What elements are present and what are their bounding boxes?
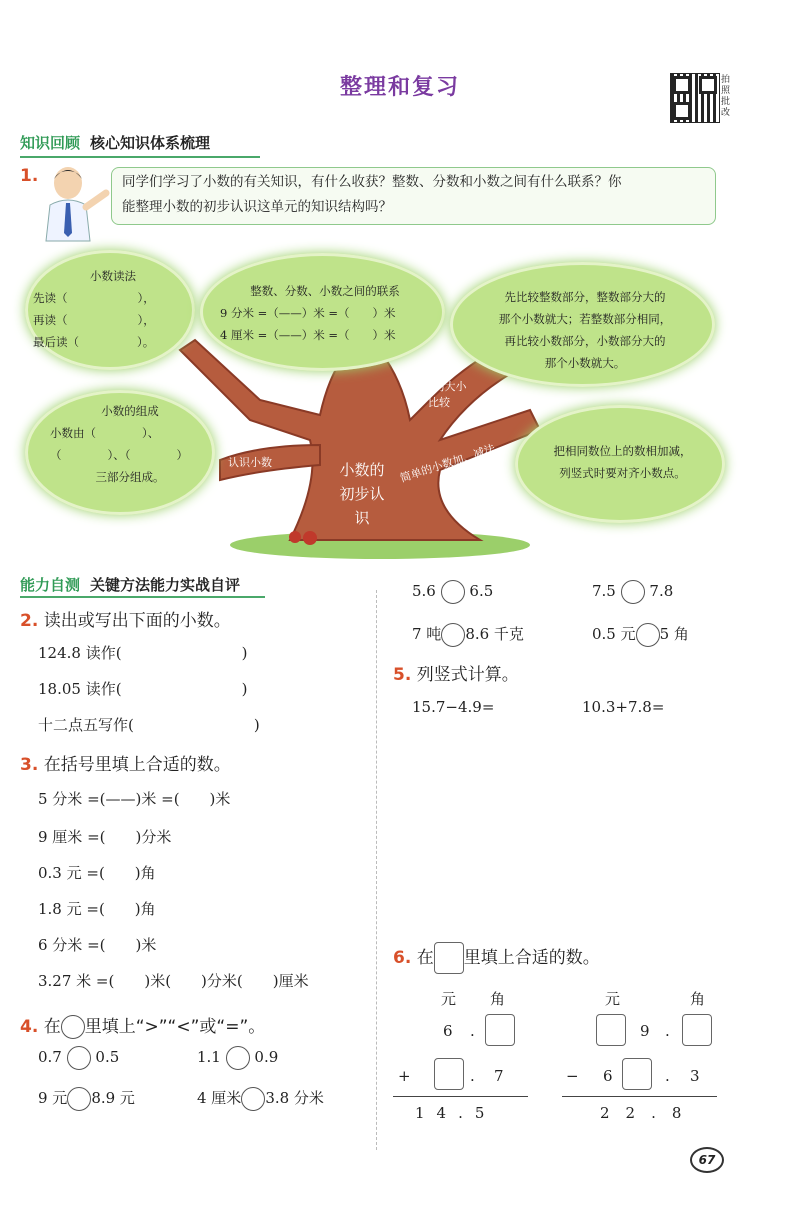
q6-right-result [600, 1104, 710, 1122]
cloud-addsub-text [530, 440, 715, 484]
q4-pair-5 [412, 580, 493, 604]
q2-close-1: ) [241, 644, 248, 662]
q4-right-6: 7.8 [649, 582, 674, 600]
q4-pair-2 [197, 1046, 278, 1070]
q2-item-2-text: 18.05 读作( [38, 680, 122, 698]
q6-left-jiao: 角 [490, 990, 506, 1008]
section-review [20, 132, 210, 153]
q4-answer-7[interactable] [441, 623, 465, 647]
q6-right-op: − [566, 1067, 579, 1085]
q6-left-r3: . [458, 1104, 475, 1122]
q2-item-1-text: 124.8 读作( [38, 644, 122, 662]
q3-item-1: 5 分米 =(——)米 =( )米 [38, 790, 231, 808]
q3-text: 在括号里填上合适的数。 [43, 755, 231, 775]
addsub-l1: 把相同数位上的数相加减， [553, 444, 692, 458]
q4-left-6: 7.5 [592, 582, 616, 600]
q6-right-box-3[interactable] [622, 1058, 652, 1090]
q3-item-6: 3.27 米 =( )米( )分米( )厘米 [38, 972, 309, 990]
q6-left-op: + [398, 1067, 411, 1085]
compare-l2: 那个小数就大；若整数部分相同， [498, 312, 672, 326]
q6-right-dot-2: . [665, 1067, 670, 1085]
q5-number: 5. [393, 665, 412, 685]
q1-bubble [111, 167, 716, 225]
q4-right-7: 8.6 千克 [465, 625, 524, 643]
q3-item-5: 6 分米 =( )米 [38, 936, 157, 954]
q6-left-r2: 4 [436, 1104, 459, 1122]
q6-box-sample [434, 942, 464, 974]
q6-left-result [415, 1104, 515, 1122]
q2-item-1 [38, 642, 247, 663]
q3-prompt [20, 750, 231, 775]
compose-title: 小数的组成 [101, 404, 159, 418]
section-test [20, 574, 240, 595]
q4-left-5: 5.6 [412, 582, 436, 600]
read-l2e: ）， [137, 313, 155, 327]
section-review-sub: 核心知识体系梳理 [90, 134, 211, 152]
q4-text-a: 在 [43, 1017, 61, 1037]
relation-l1: 9 分米 =（——）米 =（ ）米 [220, 306, 396, 320]
q4-answer-3[interactable] [67, 1087, 91, 1111]
q6-right-jiao: 角 [690, 990, 706, 1008]
qr-code[interactable] [670, 73, 720, 123]
q5-prompt [393, 660, 519, 685]
cloud-read-text [33, 265, 193, 353]
q4-number: 4. [20, 1017, 39, 1037]
branch-right-label: 简单的小数加、减法 [398, 441, 497, 485]
q4-right-4: 3.8 分米 [265, 1089, 324, 1107]
q6-left-top: 6 [443, 1022, 453, 1040]
q1-line-2: 能整理小数的初步认识这单元的知识结构吗？ [122, 199, 392, 215]
q4-left-4: 4 厘米 [197, 1089, 242, 1107]
read-l1e: ）， [137, 291, 155, 305]
q6-left-second: 7 [494, 1067, 504, 1085]
q6-left-box-2[interactable] [434, 1058, 464, 1090]
q6-right-dot: . [665, 1022, 670, 1040]
q4-right-1: 0.5 [95, 1048, 120, 1066]
q6-left-dot: . [470, 1022, 475, 1040]
q6-right-yuan: 元 [605, 990, 621, 1008]
q2-close-2: ) [241, 680, 248, 698]
q3-item-4: 1.8 元 =( )角 [38, 900, 156, 918]
cloud-relation-text [220, 280, 430, 346]
q4-answer-4[interactable] [241, 1087, 265, 1111]
q4-right-2: 0.9 [254, 1048, 279, 1066]
q6-text-a: 在 [416, 948, 434, 968]
q4-left-8: 0.5 元 [592, 625, 636, 643]
q6-prompt [393, 942, 600, 974]
branch-left-label: 认识小数 [228, 456, 272, 469]
section-test-label: 能力自测 [20, 576, 81, 594]
q6-left-dot-2: . [470, 1067, 475, 1085]
q4-circle-sample [61, 1015, 85, 1039]
q4-answer-5[interactable] [441, 580, 465, 604]
q4-text-b: 里填上“>”“<”或“=”。 [84, 1017, 266, 1037]
q4-left-1: 0.7 [38, 1048, 62, 1066]
branch-compare-label: 小数的大小比较 [411, 380, 467, 409]
q6-text-b: 里填上合适的数。 [463, 948, 600, 968]
cloud-compare-text [480, 286, 690, 374]
q6-right-second-a: 6 [603, 1067, 613, 1085]
q4-pair-4 [197, 1087, 324, 1111]
compose-l1: 小数由（ ）、 [50, 426, 160, 440]
q6-left-r1: 1 [415, 1104, 437, 1122]
q4-answer-6[interactable] [621, 580, 645, 604]
teacher-illustration [38, 163, 110, 243]
addsub-l2: 列竖式时要对齐小数点。 [559, 466, 686, 480]
q4-right-5: 6.5 [469, 582, 494, 600]
cloud-compose-text [50, 400, 210, 488]
q3-item-2: 9 厘米 =( )分米 [38, 828, 172, 846]
q2-item-2 [38, 678, 247, 699]
q6-left-r4: 5 [474, 1104, 497, 1122]
q4-right-3: 8.9 元 [91, 1089, 135, 1107]
q6-right-r3: . [651, 1104, 672, 1122]
q4-answer-1[interactable] [67, 1046, 91, 1070]
q4-answer-2[interactable] [226, 1046, 250, 1070]
relation-title: 整数、分数、小数之间的联系 [250, 284, 400, 298]
q6-number: 6. [393, 948, 412, 968]
q2-close-3: ) [253, 716, 260, 734]
q6-right-r1: 2 [600, 1104, 626, 1122]
relation-l2: 4 厘米 =（——）米 =（ ）米 [220, 328, 396, 342]
page-title: 整理和复习 [339, 75, 460, 100]
q4-pair-6 [592, 580, 673, 604]
compare-l4: 那个小数就大。 [544, 356, 626, 370]
q6-left-yuan: 元 [441, 990, 457, 1008]
q4-left-2: 1.1 [197, 1048, 221, 1066]
q5-expr-2: 10.3+7.8= [582, 698, 665, 716]
q6-right-second: 3 [690, 1067, 700, 1085]
q6-right-box-2[interactable] [682, 1014, 712, 1046]
compare-l3: 再比较小数部分，小数部分大的 [504, 334, 666, 348]
read-title: 小数读法 [90, 269, 136, 283]
q4-right-8: 5 角 [659, 625, 689, 643]
compose-l2: （ ）、（ ） [50, 448, 188, 462]
q1-number: 1. [20, 166, 39, 186]
q4-answer-8[interactable] [636, 623, 660, 647]
q6-right-rule [562, 1096, 717, 1097]
q4-left-7: 7 吨 [412, 625, 442, 643]
q6-right-r4: 8 [671, 1104, 698, 1122]
read-l3e: ）。 [137, 335, 155, 349]
section-underline [20, 156, 260, 158]
q4-pair-1 [38, 1046, 119, 1070]
q1-line-1: 同学们学习了小数的有关知识，有什么收获？整数、分数和小数之间有什么联系？你 [122, 174, 622, 190]
q2-item-3-text: 十二点五写作( [38, 716, 134, 734]
q6-right-box-1[interactable] [596, 1014, 626, 1046]
qr-label: 拍照批改 [721, 75, 731, 118]
q4-pair-7 [412, 623, 524, 647]
q2-prompt [20, 606, 231, 631]
compare-l1: 先比较整数部分，整数部分大的 [504, 290, 666, 304]
q4-left-3: 9 元 [38, 1089, 68, 1107]
q2-item-3 [38, 714, 260, 735]
read-l1: 先读（ [33, 291, 68, 305]
compose-l3: 三部分组成。 [95, 470, 165, 484]
section-review-label: 知识回顾 [20, 134, 81, 152]
q4-pair-3 [38, 1087, 135, 1111]
q4-pair-8 [592, 623, 689, 647]
section-test-underline [20, 596, 265, 598]
section-test-sub: 关键方法能力实战自评 [90, 576, 241, 594]
q5-expr-1: 15.7−4.9= [412, 698, 495, 716]
q2-text: 读出或写出下面的小数。 [43, 611, 231, 631]
q6-left-box-1[interactable] [485, 1014, 515, 1046]
read-l3: 最后读（ [33, 335, 79, 349]
tree-trunk-label: 小数的初步认识 [339, 461, 385, 527]
q4-prompt [20, 1012, 265, 1039]
page-number: 67 [690, 1147, 724, 1173]
q6-right-top: 9 [640, 1022, 650, 1040]
column-divider [376, 590, 377, 1150]
q5-text: 列竖式计算。 [416, 665, 519, 685]
q6-right-r2: 2 [625, 1104, 652, 1122]
q2-number: 2. [20, 611, 39, 631]
q6-left-rule [393, 1096, 528, 1097]
read-l2: 再读（ [33, 313, 68, 327]
q3-number: 3. [20, 755, 39, 775]
q3-item-3: 0.3 元 =( )角 [38, 864, 156, 882]
